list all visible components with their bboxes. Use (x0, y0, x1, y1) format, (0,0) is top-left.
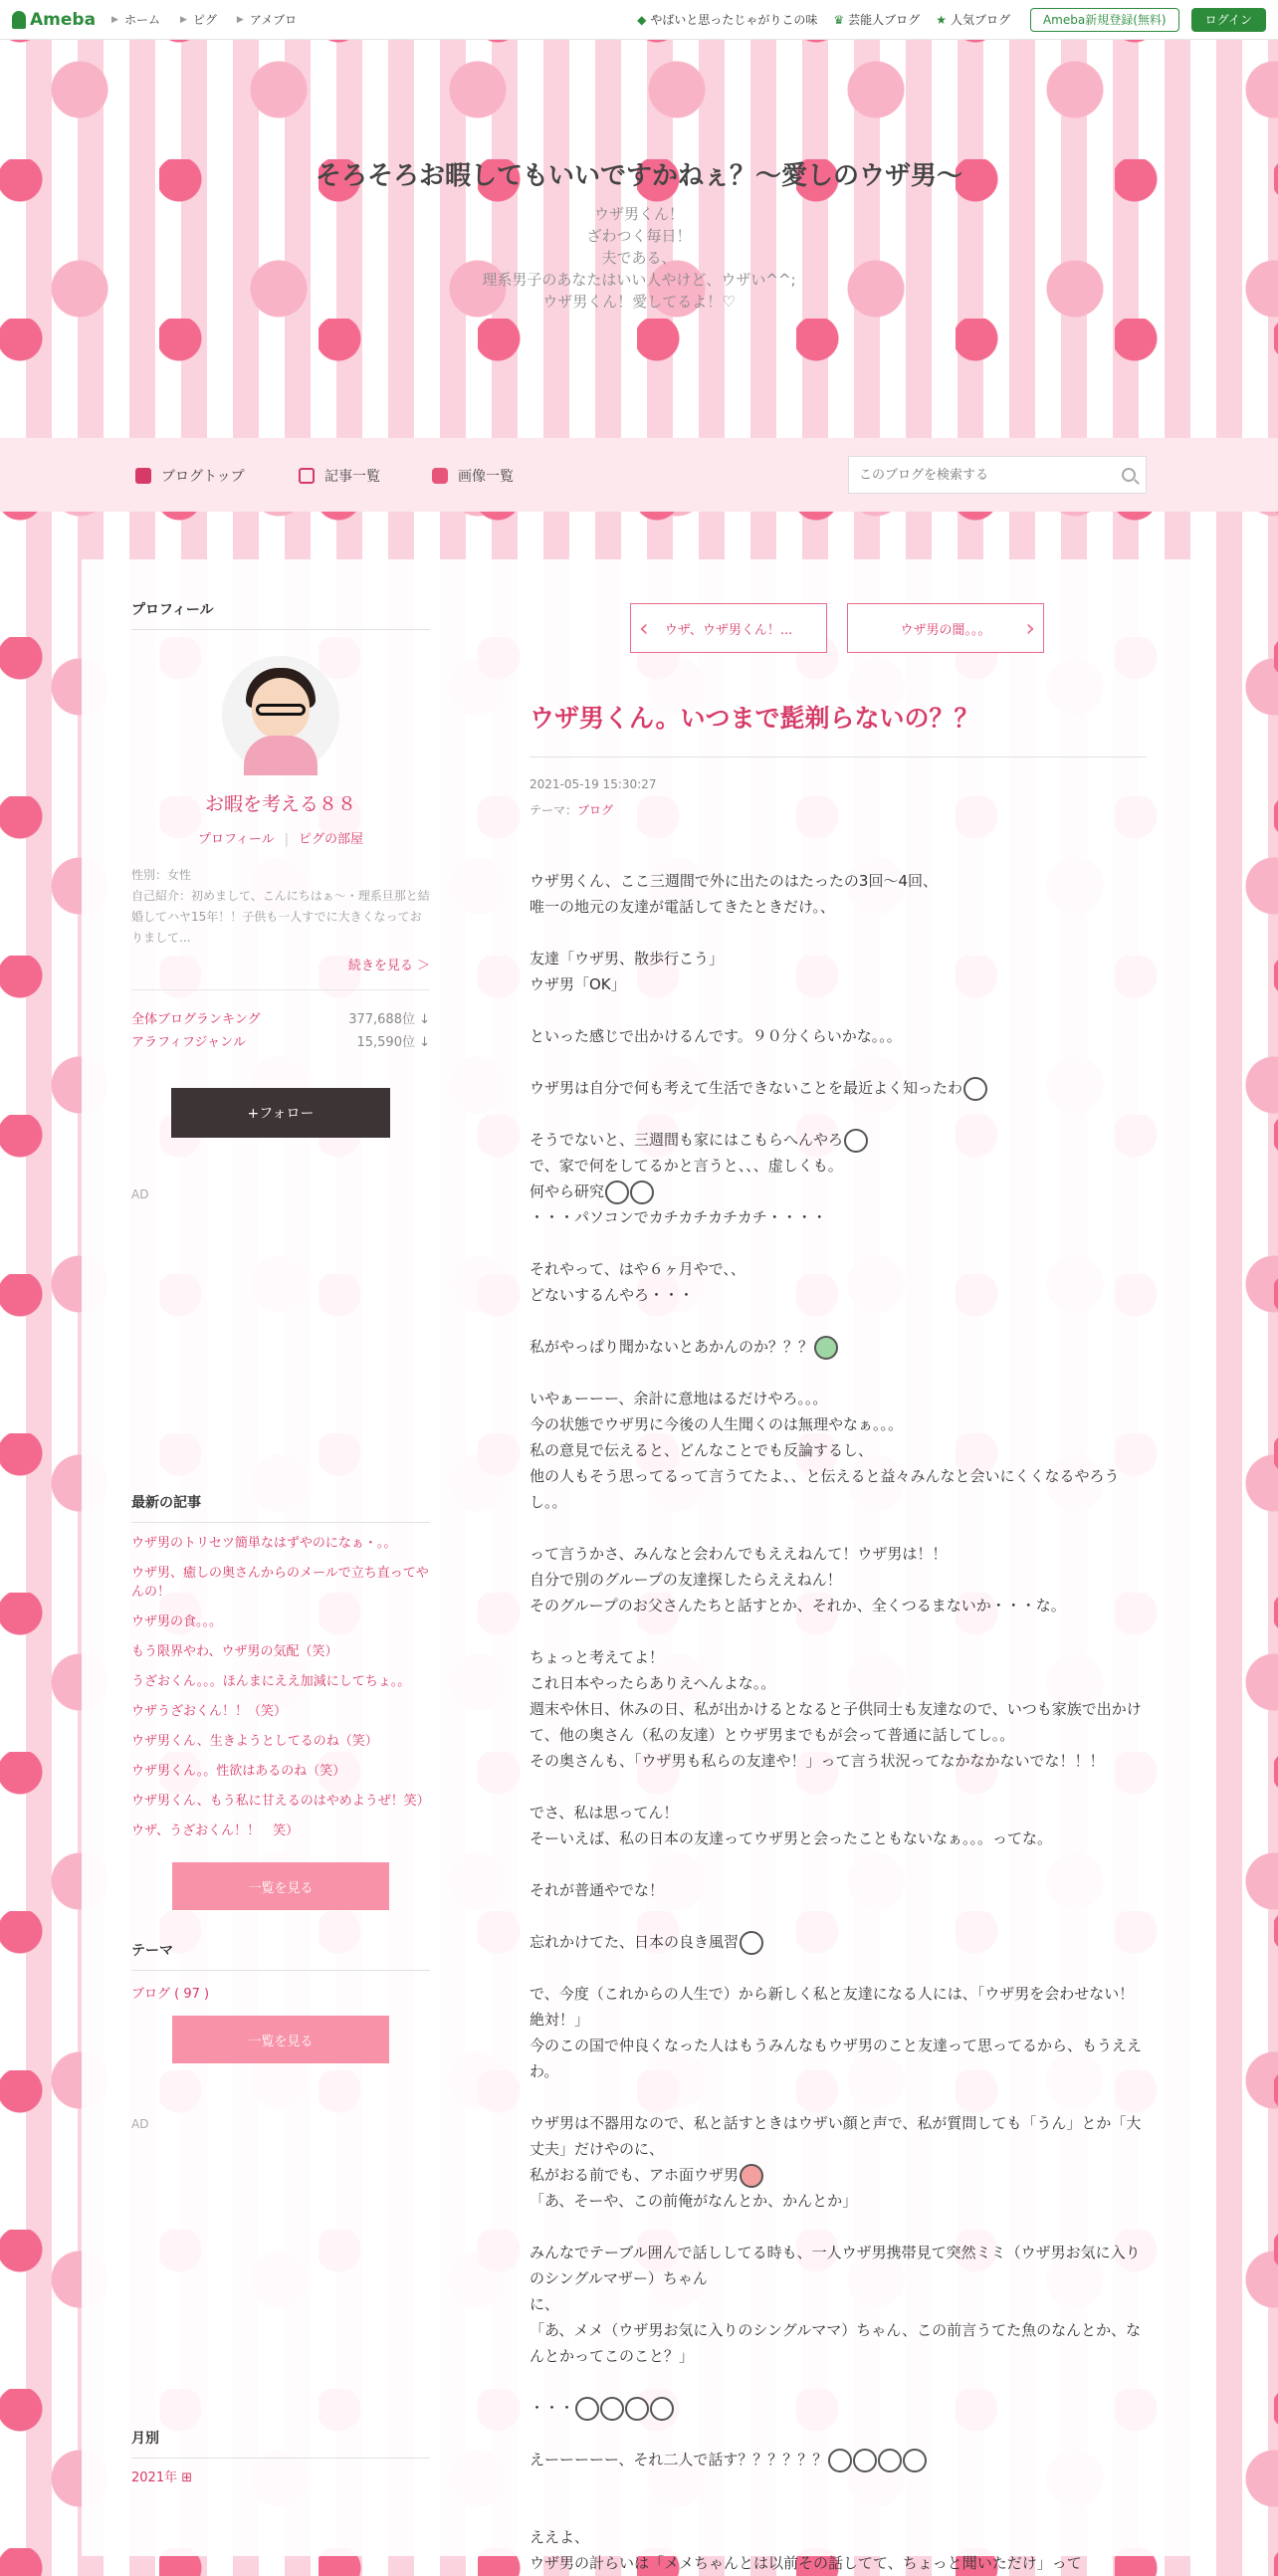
blog-description (0, 203, 1278, 313)
register-button[interactable]: Ameba新規登録(無料) (1030, 8, 1179, 32)
monthly-heading: 月別 (131, 2428, 430, 2459)
arrow-icon: ▶ (179, 14, 187, 25)
arrow-icon: ▶ (111, 14, 118, 25)
face-emoji-icon (853, 2449, 877, 2472)
blog-header (0, 40, 1278, 438)
blog-search (848, 456, 1147, 494)
face-emoji-icon (605, 1181, 629, 1204)
face-emoji-icon (814, 1336, 838, 1360)
recent-post-link[interactable]: ウザ男、癒しの奥さんからのメールで立ち直ってやんの！ (131, 1566, 429, 1600)
avatar-glasses (256, 704, 306, 716)
pigg-room-link[interactable]: ピグの部屋 (299, 832, 364, 847)
prev-article-button[interactable]: ‹ ウザ、ウザ男くん！... (630, 603, 827, 653)
copy-icon (299, 468, 315, 484)
description-line: ざわつく毎日！ (586, 227, 692, 245)
top-bar (0, 0, 1278, 40)
recent-heading: 最新の記事 (131, 1492, 430, 1523)
face-emoji-icon (878, 2449, 902, 2472)
view-all-themes-button[interactable]: 一覧を見る (172, 2016, 389, 2063)
entry-theme: テーマ：ブログ (530, 803, 614, 817)
ameba-logo[interactable] (12, 10, 96, 30)
ad-label: AD (131, 2117, 149, 2131)
nav-blog-top[interactable]: ブログトップ (135, 466, 245, 486)
profile-link[interactable]: プロフィール (197, 832, 275, 847)
trend-link[interactable]: ◆ やばいと思ったじゃがりこの味 (637, 12, 818, 27)
recent-post-link[interactable]: ウザ、うざおくん！！ 笑） (131, 1824, 300, 1838)
ameba-leaf-icon (12, 11, 26, 29)
profile-heading: プロフィール (131, 599, 430, 630)
profile-text: 性別：女性 自己紹介：初めまして、こんにちはぁ〜・理系旦那と結婚してハヤ15年！！子供も一人すでに大きくなっておりまして... (131, 868, 430, 945)
separator: | (284, 832, 290, 847)
face-emoji-icon (740, 2164, 763, 2188)
recent-post-link[interactable]: うざおくん。。。ほんまにええ加減にしてちょ。。 (131, 1674, 411, 1689)
top-right-links (621, 8, 1278, 32)
description-line: ウザ男くん！愛してるよ！♡ (542, 293, 736, 311)
theme-item-link[interactable]: ブログ ( 97 ) (131, 1987, 210, 2002)
face-emoji-icon (625, 2397, 649, 2421)
star-icon: ★ (936, 12, 947, 27)
nav-entry-list[interactable]: 記事一覧 (299, 466, 380, 486)
entry-theme-link[interactable]: ブログ (577, 803, 614, 817)
face-emoji-icon (963, 1077, 987, 1101)
description-line: 理系男子のあなたはいい人やけど、ウザい^^; (482, 271, 796, 289)
face-emoji-icon (828, 2449, 852, 2472)
chevron-right-icon: › (1025, 614, 1035, 642)
next-article-button[interactable]: ウザ男の闇。。。 › (847, 603, 1044, 653)
face-emoji-icon (650, 2397, 674, 2421)
avatar-body (244, 736, 318, 775)
blog-nav (0, 438, 1278, 512)
arrow-icon: ▶ (236, 14, 244, 25)
diamond-icon: ◆ (637, 12, 647, 27)
top-link-home[interactable]: ▶ ホーム (111, 13, 160, 27)
sidebar (131, 599, 430, 2485)
article (530, 603, 1147, 2576)
view-all-posts-button[interactable]: 一覧を見る (172, 1862, 389, 1910)
user-name[interactable]: お暇を考える８８ (204, 793, 356, 815)
face-emoji-icon (903, 2449, 927, 2472)
nav-image-list[interactable]: 画像一覧 (432, 466, 514, 486)
entry-title[interactable]: ウザ男くん。いつまで髭剃らないの？？ (530, 699, 1147, 757)
profile-links (131, 828, 430, 847)
face-emoji-icon (844, 1129, 868, 1153)
ad-label: AD (131, 1187, 149, 1201)
top-links (111, 11, 317, 28)
logo-text: Ameba (30, 9, 97, 30)
recent-post-link[interactable]: ウザ男のトリセツ簡単なはずやのになぁ・。。 (131, 1536, 397, 1551)
login-button[interactable]: ログイン (1191, 8, 1266, 32)
celebrity-blog-link[interactable]: ♛ 芸能人ブログ (833, 12, 921, 27)
read-more-link[interactable]: 続きを見る ＞ (131, 955, 430, 990)
entry-date: 2021-05-19 15:30:27 (530, 777, 657, 791)
crown-icon: ♛ (833, 12, 845, 27)
face-emoji-icon (630, 1181, 654, 1204)
ranking (131, 1008, 430, 1050)
search-icon[interactable] (1122, 468, 1136, 482)
recent-post-link[interactable]: もう限界やわ、ウザ男の気配（笑） (131, 1644, 338, 1659)
camera-icon (432, 468, 448, 484)
theme-heading: テーマ (131, 1940, 430, 1971)
monthly-archive-link[interactable]: 2021年 ⊞ (131, 2470, 193, 2485)
blog-title[interactable]: そろそろお暇してもいいですかねぇ？〜愛しのウザ男〜 (315, 161, 962, 191)
recent-post-link[interactable]: ウザ男くん、もう私に甘えるのはやめようぜ！笑） (131, 1794, 430, 1809)
top-link-ameblo[interactable]: ▶ アメブロ (236, 13, 298, 27)
face-emoji-icon (575, 2397, 599, 2421)
top-link-pigg[interactable]: ▶ ピグ (179, 13, 217, 27)
avatar[interactable] (222, 656, 339, 773)
recent-post-link[interactable]: ウザ男の食。。。 (131, 1614, 223, 1629)
description-line: ウザ男くん！ (593, 205, 684, 223)
face-emoji-icon (740, 1931, 763, 1955)
popular-blog-link[interactable]: ★ 人気ブログ (936, 12, 1010, 27)
recent-post-link[interactable]: ウザ男くん、生きようとしてるのね（笑） (131, 1734, 378, 1749)
face-emoji-icon (600, 2397, 624, 2421)
main-panel (82, 559, 1194, 2572)
recent-post-link[interactable]: ウザ男くん。。性欲はあるのね（笑） (131, 1764, 346, 1779)
ranking-row: アラフィフジャンル 15,590位 ↓ (131, 1035, 430, 1050)
follow-button[interactable]: +フォロー (171, 1088, 390, 1138)
description-line: 夫である、 (601, 249, 677, 267)
ranking-row: 全体ブログランキング 377,688位 ↓ (131, 1012, 430, 1027)
search-input[interactable] (859, 468, 1122, 483)
document-icon (135, 468, 151, 484)
article-pager (528, 603, 1147, 653)
entry-body: ウザ男くん、ここ三週間で外に出たのはたったの3回〜4回、 唯一の地元の友達が電話してきたときだけ。、 友達「ウザ男、散歩行こう」 ウザ男「OK」 といった感じで出かけるんです。９０分くらいかな。。。 ウザ男は自分で何も考えて生活できないことを最近よく知ったわ そうでないと、三週間も家にはこもらへんやろ で、家で何をしてるかと言うと、、、虚しくも。 何やら研究 ・・・パソコンでカチカチカチカチ・・・・ それやって、はや６ヶ月やで、、 どないするんやろ・・・ 私がやっぱり聞かないとあかんのか？？？ いやぁーーー、余計に意地はるだけやろ。。。 今の状態でウザ男に今後の人生聞くのは無理やなぁ。。。 私の意見で伝えると、どんなことでも反論するし、 他の人もそう思ってるって言うてたよ、、と伝えると益々みんなと会いにくくなるやろうし。。 って言うかさ、みんなと会わんでもええねんて！ウザ男は！！ 自分で別のグループの友達探したらええねん！ そのグループのお父さんたちと話すとか、それか、全くつるまないか・・・な。 ちょっと考えてよ！ これ日本やったらありえへんよな。。 週末や休日、休みの日、私が出かけるとなると子供同士も友達なので、いつも家族で出かけて、他の奥さん（私の友達）とウザ男までもが会って普通に話してし。。 その奥さんも、「ウザ男も私らの友達や！」って言う状況ってなかなかないでな！！！ でさ、私は思ってん！ そーいえば、私の日本の友達ってウザ男と会ったこともないなぁ。。。ってな。 それが普通やでな！ 忘れかけてた、日本の良き風習 で、今度（これからの人生で）から新しく私と友達になる人には、「ウザ男を会わせない！絶対！」 今のこの国で仲良くなった人はもうみんなもウザ男のこと友達って思ってるから、もうええわ。 ウザ男は不器用なので、私と話すときはウザい顔と声で、私が質問しても「うん」とか「大丈夫」だけやのに、 私がおる前でも、アホ面ウザ男 「あ、そーや、この前俺がなんとか、かんとか」 みんなでテーブル囲んで話ししてる時も、一人ウザ男携帯見て突然ミミ（ウザ男お気に入りのシングルマザー）ちゃん に、 「あ、メメ（ウザ男お気に入りのシングルママ）ちゃん、この前言うてた魚のなんとか、なんとかってこのこと？」 ・・・ えーーーーー、それ二人で話す？？？？？？ ええよ、 ウザ男の計らいは「メメちゃんとは以前その話してて、ちょっと聞いただけ」って (530, 872, 1143, 2572)
recent-post-link[interactable]: ウザうざおくん！！（笑） (131, 1704, 288, 1719)
recent-posts (131, 1534, 430, 1840)
chevron-left-icon: ‹ (639, 614, 649, 642)
